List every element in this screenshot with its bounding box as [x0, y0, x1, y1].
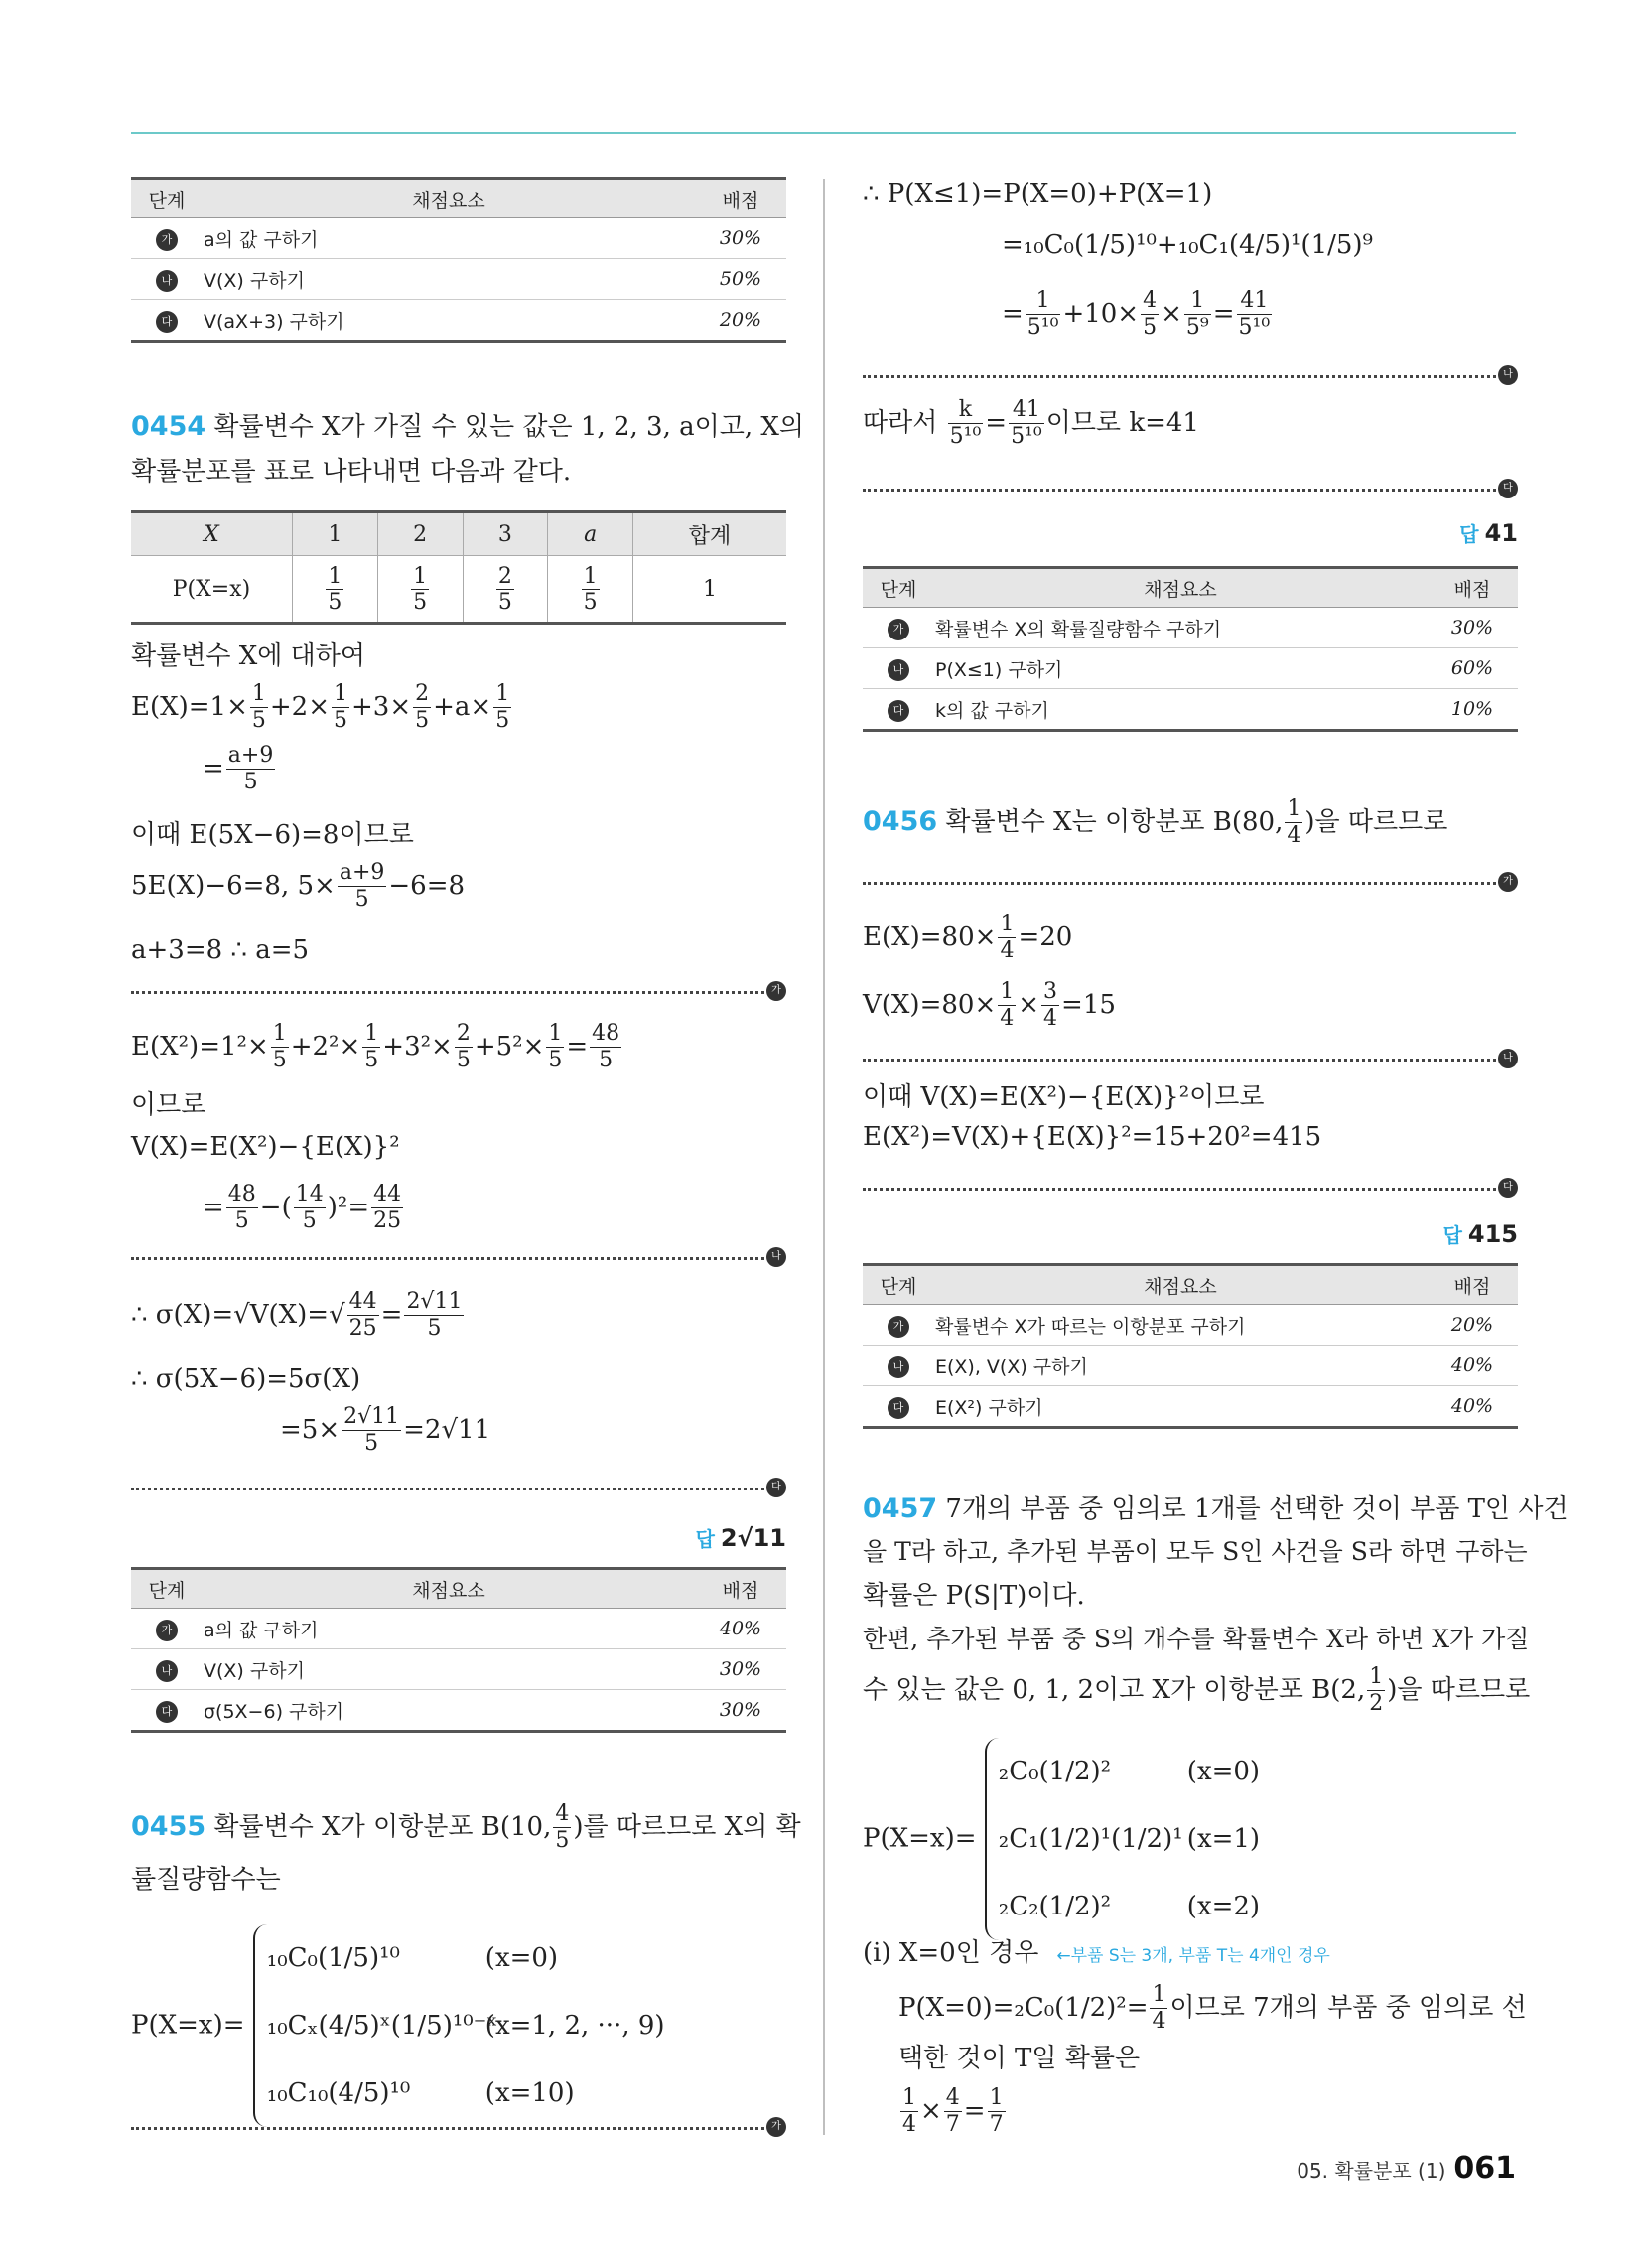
item-header: 채점요소 — [934, 568, 1427, 608]
problem-0457-line-1: 0457 7개의 부품 중 임의로 1개를 선택한 것이 부품 T인 사건 — [863, 1493, 1569, 1524]
step-marker-na: 나 — [1498, 365, 1518, 385]
table-row — [863, 608, 1518, 648]
cumulative-line-2: =₁₀C₀(1/5)¹⁰+₁₀C₁(4/5)¹(1/5)⁹ — [1002, 230, 1373, 260]
pmf-cases: ₂C₀(1/2)² (x=0) ₂C₁(1/2)¹(1/2)¹ (x=1) ₂C₂(1/2)² (x=2) — [985, 1738, 1260, 1940]
dist-header-cell: 2 — [377, 512, 463, 556]
step-header: 단계 — [863, 568, 934, 608]
variance-0456: V(X)=80× $\frac{1}{4}$ × $\frac{3}{4}$ =15 — [863, 979, 1116, 1032]
dotted-separator — [131, 1257, 764, 1260]
pmf-0455: P(X=x)= ₁₀C₀(1/5)¹⁰ (x=0) ₁₀Cₓ(4/5)ˣ(1/5)¹⁰⁻ˣ(x=1, 2, ···, 9) ₁₀C₁₀(4/5)¹⁰ (x=10) — [131, 1924, 665, 2127]
scoring-percent: 10% — [1427, 689, 1518, 731]
step-marker-ga: 가 — [766, 2117, 786, 2137]
problem-number: 0457 — [863, 1493, 938, 1524]
problem-0457-line-5: 수 있는 값은 0, 1, 2이고 X가 이항분포 B(2, $\frac{1}{2}$ )을 따르므로 — [863, 1664, 1531, 1717]
table-row — [131, 259, 786, 300]
distribution-table — [131, 510, 786, 625]
prompt-line-2: 확률분포를 표로 나타내면 다음과 같다. — [131, 457, 572, 487]
score-header: 배점 — [1427, 568, 1518, 608]
dist-header-cell: a — [548, 512, 633, 556]
step-badge: 나 — [888, 659, 909, 681]
p0-line-2: 택한 것이 T일 확률은 — [898, 2044, 1141, 2073]
answer-0455 — [1459, 518, 1518, 547]
scoring-item: a의 값 구하기 — [203, 218, 695, 259]
therefore-line: 따라서 $\frac{k}{\text{5¹⁰}}$ = $\frac{41}{\text{5¹⁰}}$ 이므로 k=41 — [863, 397, 1199, 450]
problem-0456-prompt: 0456 확률변수 X는 이항분포 B(80, $\frac{1}{4}$ )을 따르므로 — [863, 796, 1448, 849]
scoring-table-0455 — [863, 566, 1518, 732]
relation-line: 이때 V(X)=E(X²)−{E(X)}²이므로 — [863, 1082, 1265, 1112]
dotted-separator — [863, 489, 1496, 492]
p0-line: P(X=0)=₂C₀(1/2)²= $\frac{1}{4}$ 이므로 7개의 부품 중 임의로 선 — [898, 1982, 1527, 2035]
top-rule — [131, 132, 1516, 134]
imeuro-text: 이므로 — [131, 1090, 206, 1120]
dist-header-cell: 1 — [293, 512, 378, 556]
page-number: 061 — [1453, 2151, 1516, 2186]
expectation-line: E(X)=1× $\frac{1}{5}$ +2× $\frac{1}{5}$ +3× $\frac{2}{5}$ +a× $\frac{1}{5}$ — [131, 681, 510, 734]
dotted-separator — [863, 375, 1496, 378]
scoring-item: k의 값 구하기 — [934, 689, 1427, 731]
step-marker-da: 다 — [1498, 1178, 1518, 1198]
scoring-percent: 60% — [1427, 648, 1518, 689]
problem-number: 0456 — [863, 805, 938, 837]
variance-result: = $\frac{48}{5}$ −( $\frac{14}{5}$ )²= $\frac{44}{25}$ — [203, 1182, 402, 1234]
step-marker-da: 다 — [1498, 479, 1518, 498]
scoring-percent: 30% — [695, 1649, 786, 1690]
prompt-line-1: 확률변수 X가 가질 수 있는 값은 1, 2, 3, a이고, X의 — [213, 412, 805, 442]
case-i-line: (i) X=0인 경우 ←부품 S는 3개, 부품 T는 4개인 경우 — [863, 1938, 1330, 1968]
step-badge: 가 — [156, 1620, 178, 1641]
step-header: 단계 — [131, 179, 203, 218]
pmf-cases: ₁₀C₀(1/5)¹⁰ (x=0) ₁₀Cₓ(4/5)ˣ(1/5)¹⁰⁻ˣ(x=1, 2, ···, 9) ₁₀C₁₀(4/5)¹⁰ (x=10) — [253, 1924, 665, 2127]
step-badge: 다 — [156, 311, 178, 333]
pmf-0457: P(X=x)= ₂C₀(1/2)² (x=0) ₂C₁(1/2)¹(1/2)¹ (x=1) ₂C₂(1/2)² (x=2) — [863, 1738, 1260, 1940]
step-marker-ga: 가 — [1498, 872, 1518, 892]
item-header: 채점요소 — [203, 1569, 695, 1609]
answer-value: 2√11 — [720, 1524, 786, 1552]
answer-label: 답 — [1442, 1223, 1462, 1247]
dotted-separator — [863, 882, 1496, 885]
step-badge: 다 — [156, 1701, 178, 1723]
dist-header-cell: 3 — [463, 512, 548, 556]
fraction: $\frac{2}{5}$ — [497, 563, 512, 615]
step-marker-ga: 가 — [766, 981, 786, 1001]
dist-total: 1 — [633, 556, 786, 624]
scoring-percent: 40% — [1427, 1386, 1518, 1428]
chapter-label: 05. 확률분포 (1) — [1297, 2159, 1446, 2183]
table-row — [131, 1649, 786, 1690]
scoring-percent: 50% — [695, 259, 786, 300]
second-moment-0456: E(X²)=V(X)+{E(X)}²=15+20²=415 — [863, 1122, 1322, 1152]
score-header: 배점 — [695, 179, 786, 218]
step-badge: 나 — [156, 270, 178, 292]
expectation-result: = $\frac{a+9}{5}$ — [203, 743, 274, 795]
scoring-item: 확률변수 X의 확률질량함수 구하기 — [934, 608, 1427, 648]
step-badge: 나 — [888, 1356, 909, 1378]
fraction: $\frac{1}{5}$ — [583, 563, 598, 615]
step-badge: 가 — [156, 229, 178, 251]
scoring-item: E(X), V(X) 구하기 — [934, 1346, 1427, 1386]
step-header: 단계 — [863, 1265, 934, 1305]
scoring-item: σ(5X−6) 구하기 — [203, 1690, 695, 1732]
page-footer — [1297, 2151, 1516, 2186]
step-marker-na: 나 — [1498, 1049, 1518, 1068]
expectation-0456: E(X)=80× $\frac{1}{4}$ =20 — [863, 912, 1073, 964]
answer-0456 — [1443, 1219, 1518, 1248]
scoring-item: a의 값 구하기 — [203, 1609, 695, 1649]
second-moment-line: E(X²)=1²× $\frac{1}{5}$ +2²× $\frac{1}{5}$ +3²× $\frac{2}{5}$ +5²× $\frac{1}{5}$ = $\frac{48}{5}$ — [131, 1021, 620, 1073]
problem-0457-line-3: 확률은 P(S|T)이다. — [863, 1581, 1085, 1611]
for-x-text: 확률변수 X에 대하여 — [131, 641, 365, 671]
dotted-separator — [131, 1488, 764, 1490]
table-row — [863, 689, 1518, 731]
solution-a: a+3=8 ∴ a=5 — [131, 935, 310, 965]
scoring-item: E(X²) 구하기 — [934, 1386, 1427, 1428]
scoring-percent: 30% — [1427, 608, 1518, 648]
step-header: 단계 — [131, 1569, 203, 1609]
dotted-separator — [131, 991, 764, 994]
sd-line-3: =5× $\frac{2√11}{5}$ =2√11 — [280, 1404, 491, 1457]
problem-number: 0455 — [131, 1810, 206, 1842]
scoring-percent: 20% — [1427, 1305, 1518, 1346]
scoring-percent: 40% — [695, 1609, 786, 1649]
scoring-item: V(X) 구하기 — [203, 1649, 695, 1690]
item-header: 채점요소 — [203, 179, 695, 218]
answer-label: 답 — [695, 1527, 715, 1551]
dotted-separator — [863, 1059, 1496, 1062]
table-row — [131, 218, 786, 259]
score-header: 배점 — [1427, 1265, 1518, 1305]
fraction: $\frac{1}{5}$ — [413, 563, 428, 615]
answer-value: 415 — [1467, 1220, 1518, 1248]
column-divider — [823, 179, 825, 2135]
answer-0454 — [696, 1523, 786, 1552]
equation-line: 5E(X)−6=8, 5× $\frac{a+9}{5}$ −6=8 — [131, 860, 466, 913]
product-line: $\frac{1}{4}$ × $\frac{4}{7}$ = $\frac{1}{7}$ — [902, 2085, 1004, 2138]
scoring-table-0454 — [131, 1567, 786, 1733]
scoring-table-0456 — [863, 1263, 1518, 1429]
condition-line: 이때 E(5X−6)=8이므로 — [131, 820, 414, 850]
scoring-item: V(X) 구하기 — [203, 259, 695, 300]
step-marker-na: 나 — [766, 1247, 786, 1267]
case-i-note: ←부품 S는 3개, 부품 T는 4개인 경우 — [1056, 1946, 1330, 1966]
table-row — [863, 1305, 1518, 1346]
problem-0457-line-2: 을 T라 하고, 추가된 부품이 모두 S인 사건을 S라 하면 구하는 — [863, 1537, 1528, 1566]
table-row — [131, 1609, 786, 1649]
variance-definition: V(X)=E(X²)−{E(X)}² — [131, 1132, 400, 1162]
sd-line-2: ∴ σ(5X−6)=5σ(X) — [131, 1364, 361, 1394]
scoring-percent: 40% — [1427, 1346, 1518, 1386]
step-badge: 나 — [156, 1660, 178, 1682]
scoring-percent: 30% — [695, 1690, 786, 1732]
problem-0455-prompt: 0455 확률변수 X가 이항분포 B(10, $\frac{4}{5}$ )를 따르므로 X의 확 — [131, 1801, 801, 1854]
step-badge: 가 — [888, 619, 909, 640]
item-header: 채점요소 — [934, 1265, 1427, 1305]
step-badge: 다 — [888, 1397, 909, 1419]
dist-header-cell: 합계 — [633, 512, 786, 556]
answer-label: 답 — [1459, 522, 1479, 546]
table-row — [131, 1690, 786, 1732]
sd-line: ∴ σ(X)=√V(X)=√ $\frac{44}{25}$ = $\frac{2√11}{5}$ — [131, 1289, 463, 1342]
scoring-table-0453 — [131, 177, 786, 343]
score-header: 배점 — [695, 1569, 786, 1609]
step-badge: 다 — [888, 700, 909, 722]
problem-number: 0454 — [131, 411, 206, 442]
problem-0454-prompt — [131, 411, 804, 443]
dotted-separator — [863, 1188, 1496, 1191]
scoring-item: P(X≤1) 구하기 — [934, 648, 1427, 689]
step-marker-da: 다 — [766, 1478, 786, 1497]
dist-row-label: P(X=x) — [131, 556, 293, 624]
step-badge: 가 — [888, 1316, 909, 1338]
prompt-line-2: 률질량함수는 — [131, 1865, 281, 1895]
table-row — [863, 1386, 1518, 1428]
dist-header-cell: X — [131, 512, 293, 556]
scoring-percent: 30% — [695, 218, 786, 259]
scoring-item: 확률변수 X가 따르는 이항분포 구하기 — [934, 1305, 1427, 1346]
table-row — [131, 300, 786, 342]
answer-value: 41 — [1484, 519, 1518, 547]
table-row — [863, 648, 1518, 689]
dotted-separator — [131, 2127, 764, 2130]
fraction: $\frac{1}{5}$ — [328, 563, 342, 615]
table-row — [863, 1346, 1518, 1386]
cumulative-line-1: ∴ P(X≤1)=P(X=0)+P(X=1) — [863, 179, 1213, 209]
problem-0457-line-4: 한편, 추가된 부품 중 S의 개수를 확률변수 X라 하면 X가 가질 — [863, 1625, 1530, 1653]
scoring-item: V(aX+3) 구하기 — [203, 300, 695, 342]
scoring-percent: 20% — [695, 300, 786, 342]
cumulative-line-3: = $\frac{1}{\text{5¹⁰}}$ +10× $\frac{4}{5}$ × $\frac{1}{\text{5⁹}}$ = $\frac{41}{\text{5¹⁰}}$ — [1002, 288, 1271, 341]
